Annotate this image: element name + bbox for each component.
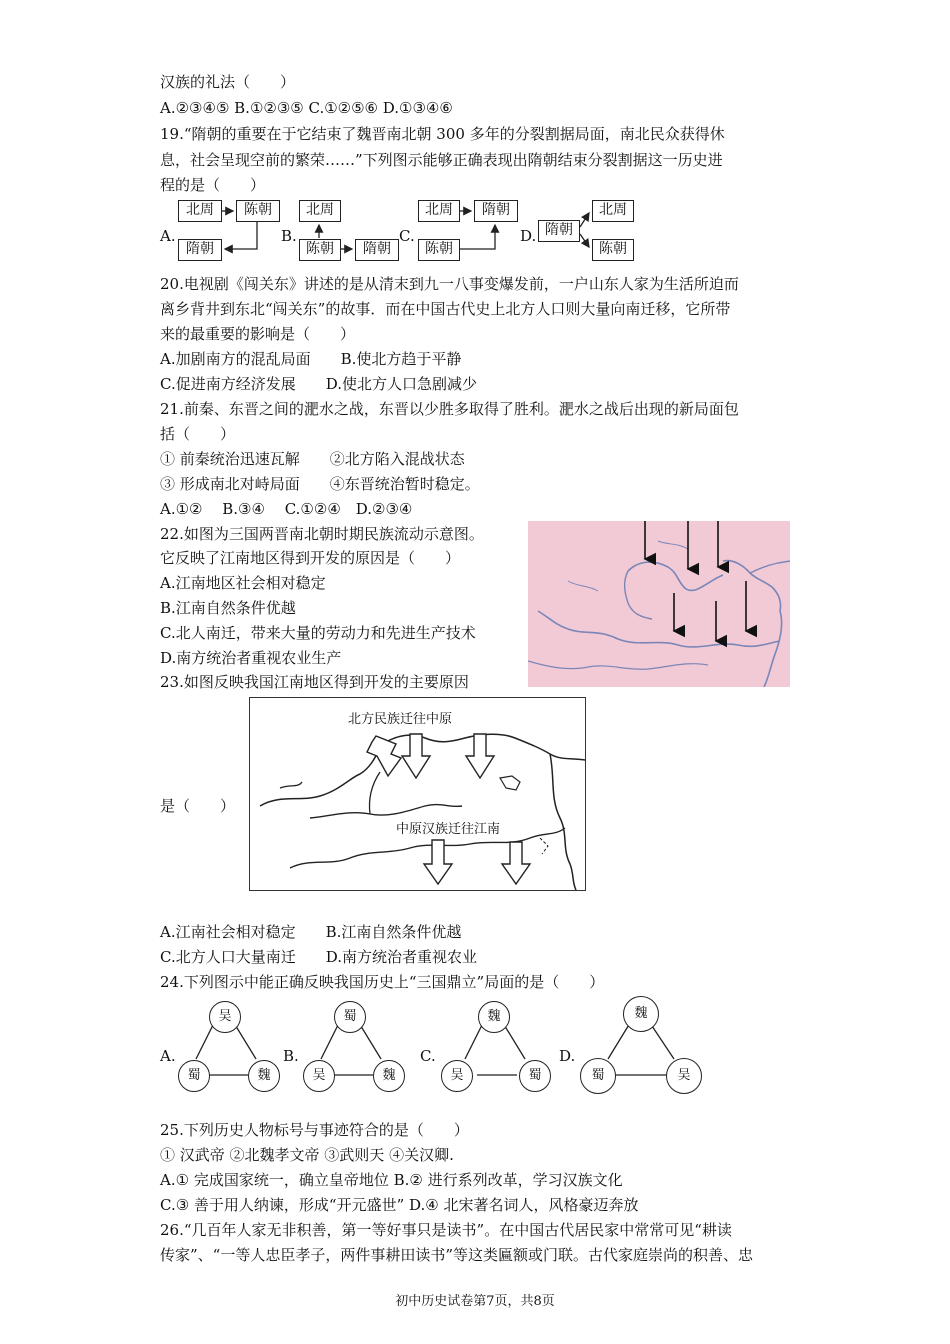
coastline xyxy=(280,782,302,788)
node-circle: 蜀 xyxy=(334,1001,366,1033)
question-21: 21.前秦、东晋之间的淝水之战，东晋以少胜多取得了胜利。淝水之战后出现的新局面包 xyxy=(160,400,739,418)
diagram-box: 北周 xyxy=(418,200,460,222)
answer-options: C.③ 善于用人纳谏，形成“开元盛世” D.④ 北宋著名词人，风格豪迈奔放 xyxy=(160,1196,639,1214)
option-label: C. xyxy=(399,227,415,245)
answer-options: A.加剧南方的混乱局面 B.使北方趋于平静 xyxy=(160,350,462,368)
hollow-arrow xyxy=(424,840,452,884)
q19-arrows xyxy=(0,0,950,280)
node-circle: 魏 xyxy=(478,1001,510,1033)
answer-options: D.南方统治者重视农业生产 xyxy=(160,649,342,667)
diagram-box: 北周 xyxy=(178,200,222,222)
node-circle: 吴 xyxy=(209,1001,241,1033)
node-circle: 吴 xyxy=(441,1060,473,1092)
text-line: 息，社会呈现空前的繁荣……”下列图示能够正确表现出隋朝结束分裂割据这一历史进 xyxy=(160,151,723,169)
map-background xyxy=(528,521,790,687)
q22-migration-map xyxy=(528,521,790,687)
answer-options: C.北方人口大量南迁 D.南方统治者重视农业 xyxy=(160,948,477,966)
arrow-connector xyxy=(225,222,257,249)
question-26: 26.“几百年人家无非积善，第一等好事只是读书”。在中国古代居民家中常常可见“耕读 xyxy=(160,1221,732,1239)
map-label-central: 中原汉族迁往江南 xyxy=(394,818,502,837)
peninsula xyxy=(500,776,520,790)
answer-options: C.促进南方经济发展 D.使北方人口急剧减少 xyxy=(160,375,477,393)
text-line: 程的是（ ） xyxy=(160,176,266,194)
page-footer: 初中历史试卷第7页，共8页 xyxy=(395,1294,555,1309)
hollow-arrow xyxy=(466,734,494,778)
text-line: A.②③④⑤ B.①②③⑤ C.①②⑤⑥ D.①③④⑥ xyxy=(160,99,453,117)
text-line: ① 汉武帝 ②北魏孝文帝 ③武则天 ④关汉卿. xyxy=(160,1146,454,1164)
option-label: D. xyxy=(559,1047,576,1065)
option-label: C. xyxy=(420,1047,436,1065)
option-label: D. xyxy=(520,227,537,245)
diagram-box: 陈朝 xyxy=(236,200,280,222)
text-line: 括（ ） xyxy=(160,425,236,443)
diagram-box: 隋朝 xyxy=(474,200,518,222)
q24-triangle-lines xyxy=(0,995,950,1095)
text-line: 是（ ） xyxy=(160,797,236,815)
text-line: 它反映了江南地区得到开发的原因是（ ） xyxy=(160,549,461,567)
option-label: A. xyxy=(160,1047,176,1065)
answer-options: B.江南自然条件优越 xyxy=(160,599,296,617)
question-24: 24.下列图示中能正确反映我国历史上“三国鼎立”局面的是（ ） xyxy=(160,973,605,991)
diagram-box: 隋朝 xyxy=(538,220,580,242)
coastline xyxy=(550,754,576,890)
river xyxy=(369,772,380,814)
node-circle: 吴 xyxy=(666,1058,702,1094)
node-circle: 魏 xyxy=(623,996,659,1032)
question-22: 22.如图为三国两晋南北朝时期民族流动示意图。 xyxy=(160,525,484,543)
question-25: 25.下列历史人物标号与事迹符合的是（ ） xyxy=(160,1121,469,1139)
text-line: ③ 形成南北对峙局面 ④东晋统治暂时稳定。 xyxy=(160,475,480,493)
option-label: A. xyxy=(160,227,176,245)
hollow-arrow xyxy=(502,842,530,884)
hollow-arrow xyxy=(367,736,401,776)
arrow-connector xyxy=(460,225,495,249)
diagram-box: 北周 xyxy=(592,200,634,222)
node-circle: 魏 xyxy=(248,1060,280,1092)
arrow-connector xyxy=(580,234,589,247)
answer-options: A.江南地区社会相对稳定 xyxy=(160,574,326,592)
text-line: 传家”、“一等人忠臣孝子，两件事耕田读书”等这类匾额或门联。古代家庭崇尚的积善、忠 xyxy=(160,1246,754,1264)
option-label: B. xyxy=(281,227,297,245)
diagram-box: 隋朝 xyxy=(355,239,399,261)
answer-options: C.北人南迁，带来大量的劳动力和先进生产技术 xyxy=(160,624,476,642)
node-circle: 蜀 xyxy=(178,1060,210,1092)
q23-migration-map xyxy=(249,697,586,891)
text-line: ① 前秦统治迅速瓦解 ②北方陷入混战状态 xyxy=(160,450,465,468)
river xyxy=(540,838,548,854)
option-label: B. xyxy=(283,1047,299,1065)
node-circle: 蜀 xyxy=(519,1060,551,1092)
answer-options: A.① 完成国家统一，确立皇帝地位 B.② 进行系列改革，学习汉族文化 xyxy=(160,1171,623,1189)
question-19: 19.“隋朝的重要在于它结束了魏晋南北朝 300 多年的分裂割据局面，南北民众获得休 xyxy=(160,125,725,143)
diagram-box: 隋朝 xyxy=(178,239,222,261)
map-label-north: 北方民族迁往中原 xyxy=(346,708,454,727)
diagram-box: 北周 xyxy=(299,200,341,222)
text-line: 离乡背井到东北“闯关东”的故事．而在中国古代史上北方人口则大量向南迁移，它所带 xyxy=(160,300,731,318)
node-circle: 蜀 xyxy=(580,1058,616,1094)
node-circle: 魏 xyxy=(373,1060,405,1092)
diagram-box: 陈朝 xyxy=(299,239,341,261)
text-line: 汉族的礼法（ ） xyxy=(160,73,296,91)
diagram-box: 陈朝 xyxy=(418,239,460,261)
diagram-box: 陈朝 xyxy=(592,239,634,261)
question-20: 20.电视剧《闯关东》讲述的是从清末到九一八事变爆发前，一户山东人家为生活所迫而 xyxy=(160,275,739,293)
question-23: 23.如图反映我国江南地区得到开发的主要原因 xyxy=(160,673,469,691)
node-circle: 吴 xyxy=(303,1060,335,1092)
text-line: 来的最重要的影响是（ ） xyxy=(160,325,356,343)
answer-options: A.江南社会相对稳定 B.江南自然条件优越 xyxy=(160,923,462,941)
yellow-river xyxy=(310,805,462,818)
arrow-connector xyxy=(580,213,589,227)
hollow-arrow xyxy=(402,734,430,778)
answer-options: A.①② B.③④ C.①②④ D.②③④ xyxy=(160,500,413,518)
